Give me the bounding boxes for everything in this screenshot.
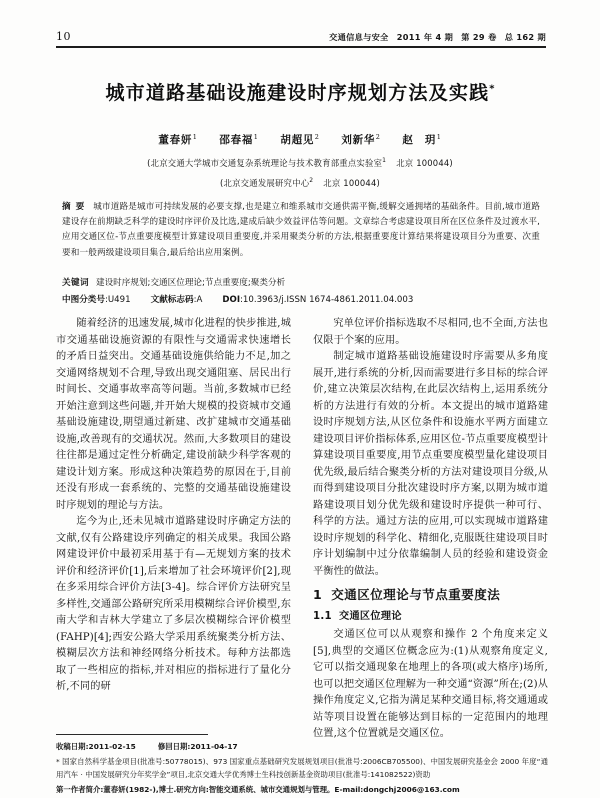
doc-type-segment: 文献标志码:A (150, 295, 203, 305)
footnote-divider (56, 734, 208, 735)
doc-type-value: A (196, 295, 203, 305)
doc-type-label: 文献标志码 (150, 295, 194, 305)
keywords-value: 建设时序规划;交通区位理论;节点重要度;聚类分析 (95, 278, 286, 288)
journal-volume: 第 29 卷 (461, 32, 497, 42)
author-item (219, 132, 258, 147)
author-bio-note: 第一作者简介:董春妍(1982-),博士.研究方向:智能交通系统、城市交通规划与管理。E-mail:dongchj2006@163.com (56, 784, 460, 794)
author-item (402, 132, 441, 147)
doi-value: 10.3963/j.ISSN 1674-4861.2011.04.003 (242, 295, 414, 305)
title-footnote-marker: * (489, 83, 495, 95)
author-list (0, 132, 600, 147)
author-item (280, 132, 319, 147)
footnote-block (56, 740, 548, 796)
funding-note: * 国家自然科学基金项目(批准号:50778015)、973 国家重点基础研究发展规划项目(批准号:2006CB705500)、中国发展研究基金会 2000 年度“通用汽车 · 中国发展研究分年奖学金”项目,北京交通大学优秀博士生科技创新基金资助项目(批准号:141082522)资助 (56, 756, 548, 780)
journal-name: 交通信息与安全 (329, 32, 389, 42)
affiliation-marker: 1 (382, 157, 387, 165)
page-number: 10 (56, 30, 71, 43)
left-column (56, 316, 291, 743)
abstract (62, 200, 540, 261)
affiliation-primary (0, 157, 600, 169)
affiliation-secondary (0, 177, 600, 189)
abstract-text: 城市道路是城市可持续发展的必要支撑,也是建立和维系城市交通供需平衡,缓解交通拥堵的基础条件。目前,城市道路建设存在前期缺乏科学的建设时序评价及比选,建成后缺少效益评估等问题。文章综合考虑建设项目所在区位条件及过渡水平,应用交通区位-节点重要度模型计算建设项目重要度,并采用聚类分析的方法,根据重要度计算结果将建设项目分为重要、次重要和一般两级建设项目集合,最后给出应用案例。 (62, 202, 540, 258)
paragraph: 迄今为止,还未见城市道路建设时序确定方法的文献,仅有公路建设序列确定的相关成果。我国公路网建设评价中最初采用基于有—无规划方案的技术评价和经济评价[1],后来增加了社会环境评价[2],现在多采用综合评价方法[3-4]。综合评价方法研究呈多样性,交通部公路研究所采用模糊综合评价模型,东南大学和吉林大学建立了多层次模糊综合评价模型(FAHP)[4];西安公路大学采用系统聚类分析方法、模糊层次方法和神经网络分析技术。每种方法都选取了一些相应的指标,并对相应的指标进行了量化分析,不同的研 (56, 516, 291, 692)
paragraph: 制定城市道路基础设施建设时序需要从多角度展开,进行系统的分析,因而需要进行多目标的综合评价,建立决策层次结构,在此层次结构上,运用系统分析的方法进行有效的分析。本文提出的城市道路建设时序规划方法,从区位条件和设施水平两方面建立建设项目评价指标体系,应用区位-节点重要度模型计算建设项目重要度,用节点重要度模型量化建设项目优先级,最后结合聚类分析的方法对建设项目分级,从而得到建设项目分批次建设时序方案,以期为城市道路建设项目划分优先级和建设时序提供一种可行、科学的方法。通过方法的应用,可以实现城市道路建设时序规划的科学化、精细化,克服既往建设项目时序计划编制中过分依靠编制人员的经验和建设资金平衡性的做法。 (313, 351, 548, 577)
affiliation-text: (北京交通发展研究中心 (220, 178, 310, 188)
revised-label: 修回日期 (157, 742, 188, 751)
subsection-title: 交通区位理论 (338, 610, 402, 622)
doi-segment: DOI:10.3963/j.ISSN 1674-4861.2011.04.003 (222, 295, 414, 305)
subsection-number: 1.1 (313, 610, 332, 622)
header-divider (56, 46, 546, 48)
author-item (341, 132, 380, 147)
author-name: 赵 玥 (402, 134, 437, 146)
abstract-label: 摘要 (62, 202, 90, 212)
affiliation-city: 北京 100044) (396, 158, 453, 168)
author-affil-marker: 1 (253, 132, 259, 141)
affiliation-text: (北京交通大学城市交通复杂系统理论与技术教育部重点实验室 (147, 158, 383, 168)
subsection-heading-1-1 (313, 609, 548, 626)
journal-serial: 总 162 期 (504, 32, 546, 42)
doi-label: DOI (222, 295, 241, 305)
paragraph: 交通区位可以从观察和操作 2 个角度来定义[5],典型的交通区位概念应为:(1)从观察角度定义,它可以指交通现象在地理上的各项(或大格序)场所,也可以把交通区位理解为一种交通“资源”所在;(2)从操作角度定义,它指为满足某种交通目标,将交通通或站等项目设置在能够达到目标的一定范围内的地理位置,这个位置就是交通区位。 (313, 629, 548, 739)
page-title (0, 78, 600, 105)
author-name: 董春妍 (158, 134, 193, 146)
author-name: 邵春福 (219, 134, 254, 146)
journal-info (329, 32, 546, 43)
clc-value: U491 (107, 295, 131, 305)
author-item (158, 132, 197, 147)
keywords (62, 276, 540, 288)
received-dates: 收稿日期:2011-02-15 修回日期:2011-04-17 (56, 742, 238, 751)
body-columns (56, 316, 548, 743)
classification-line (62, 293, 540, 305)
clc-segment: 中图分类号:U491 (62, 295, 131, 305)
received-value: 2011-02-15 (88, 742, 136, 751)
clc-label: 中图分类号 (62, 295, 105, 305)
author-affil-marker: 2 (314, 132, 320, 141)
affiliation-marker: 2 (309, 177, 314, 185)
received-label: 收稿日期 (56, 742, 86, 751)
section-title: 交通区位理论与节点重要度法 (331, 587, 501, 602)
author-name: 刘新华 (341, 134, 376, 146)
author-name: 胡超见 (280, 134, 315, 146)
paragraph: 随着经济的迅速发展,城市化进程的快步推进,城市交通基础设施资源的有限性与交通需求快速增长的矛盾日益突出。交通基础设施供给能力不足,加之交通网络规划不合理,导致出现交通阻塞、居民出行时间长、交通事故率高等问题。当前,多数城市已经开始注意到这些问题,并开始大规模的投资城市交通基础设施建设,期望通过新建、改扩建城市交通基础设施,改善现有的交通状况。然而,大多数项目的建设往往都是通过定性分析确定,建设前缺少科学客观的建设计划方案。形成这种决策趋势的原因在于,目前还没有形成一套系统的、完整的交通基础设施建设时序规划的理论与方法。 (56, 318, 291, 511)
section-heading-1 (313, 587, 548, 604)
section-number: 1 (313, 587, 323, 602)
article-title: 城市道路基础设施建设时序规划方法及实践 (105, 82, 490, 104)
revised-value: 2011-04-17 (190, 742, 238, 751)
journal-year-issue: 2011 年 4 期 (396, 32, 454, 42)
author-affil-marker: 1 (192, 132, 198, 141)
keywords-label: 关键词 (62, 278, 89, 288)
author-affil-marker: 1 (436, 132, 442, 141)
author-affil-marker: 2 (375, 132, 381, 141)
affiliation-city: 北京 100044) (323, 178, 380, 188)
running-head (56, 30, 546, 43)
paragraph: 究单位评价指标选取不尽相同,也不全面,方法也仅限于个案的应用。 (313, 318, 548, 346)
right-column (313, 316, 548, 743)
